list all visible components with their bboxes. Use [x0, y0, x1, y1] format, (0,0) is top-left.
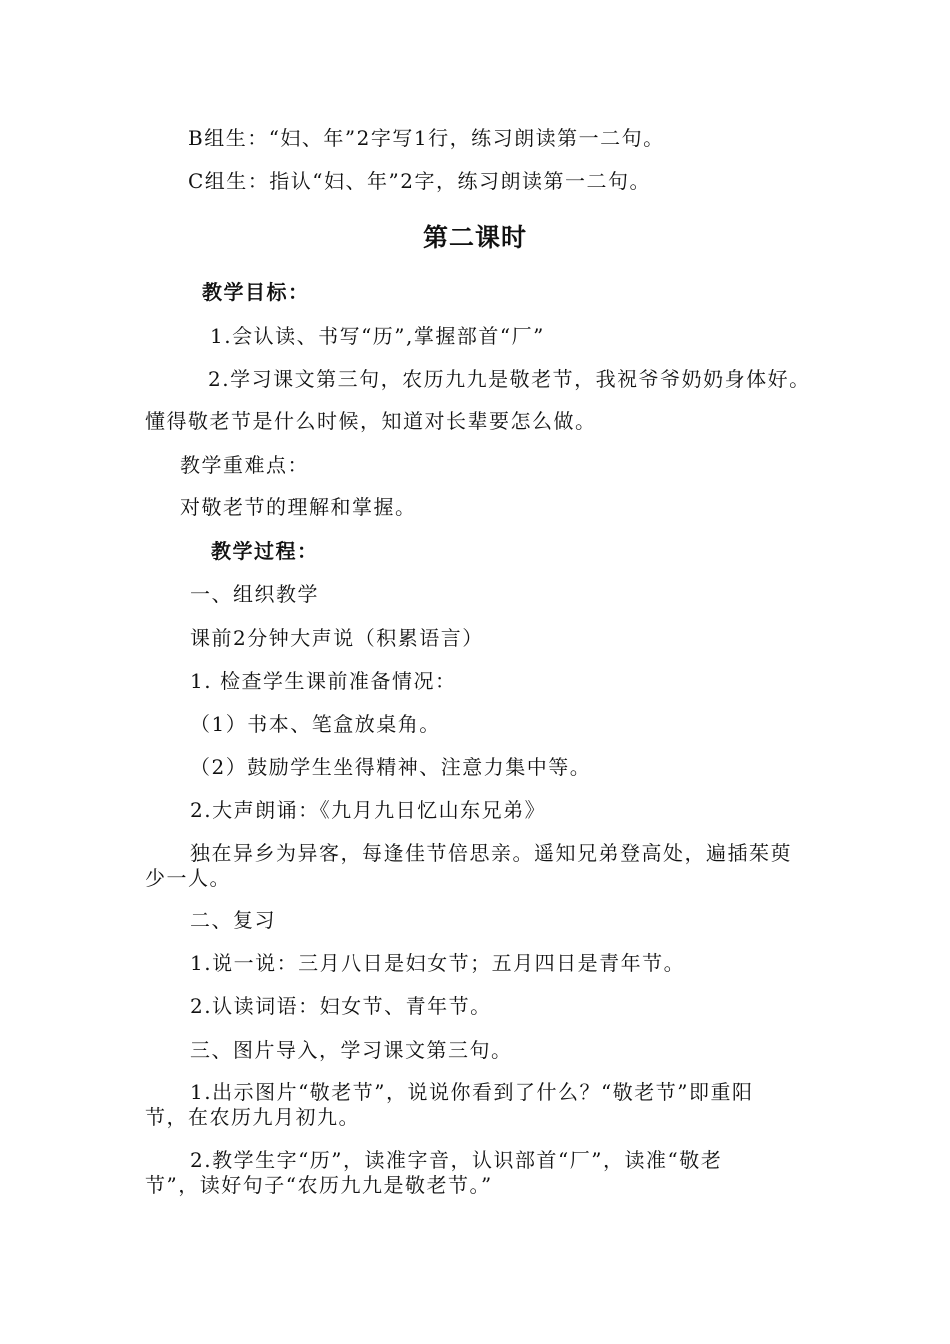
- check-item-2: （2）鼓励学生坐得精神、注意力集中等。: [190, 755, 592, 779]
- review-2: 2.认读词语：妇女节、青年节。: [190, 994, 492, 1018]
- step-1-line-2: 节，在农历九月初九。: [145, 1105, 360, 1129]
- objective-1: 1.会认读、书写“历”,掌握部首“厂”: [210, 324, 545, 348]
- recite-poem: 2.大声朗诵：《九月九日忆山东兄弟》: [190, 798, 547, 822]
- step-2-line-2: 节”，读好句子“农历九九是敬老节。”: [145, 1173, 493, 1197]
- check-item-1: （1）书本、笔盒放桌角。: [190, 712, 441, 736]
- group-b-task: B组生：“妇、年”2字写1行，练习朗读第一二句。: [188, 126, 665, 150]
- section-1-heading: 一、组织教学: [190, 582, 319, 606]
- poem-line-1: 独在异乡为异客，每逢佳节倍思亲。遥知兄弟登高处，遍插茱萸: [190, 841, 792, 865]
- key-points-heading: 教学重难点：: [180, 453, 309, 477]
- step-2-line-1: 2.教学生字“历”，读准字音，认识部首“厂”，读准“敬老: [190, 1148, 723, 1172]
- objectives-heading: 教学目标：: [202, 280, 310, 304]
- objective-2-line-1: 2.学习课文第三句，农历九九是敬老节，我祝爷爷奶奶身体好。: [208, 367, 811, 391]
- group-c-task: C组生：指认“妇、年”2字，练习朗读第一二句。: [188, 169, 651, 193]
- section-3-heading: 三、图片导入，学习课文第三句。: [190, 1038, 513, 1062]
- review-1: 1.说一说：三月八日是妇女节；五月四日是青年节。: [190, 951, 686, 975]
- key-points: 对敬老节的理解和掌握。: [180, 495, 417, 519]
- step-1-line-1: 1.出示图片“敬老节”，说说你看到了什么？“敬老节”即重阳: [190, 1080, 754, 1104]
- section-2-heading: 二、复习: [190, 908, 276, 932]
- process-heading: 教学过程：: [211, 539, 319, 563]
- page-title: 第二课时: [422, 223, 527, 252]
- poem-line-2: 少一人。: [145, 866, 231, 890]
- check-preparation: 1. 检查学生课前准备情况：: [190, 669, 457, 693]
- warmup: 课前2分钟大声说（积累语言）: [190, 626, 484, 650]
- objective-2-line-2: 懂得敬老节是什么时候，知道对长辈要怎么做。: [145, 409, 597, 433]
